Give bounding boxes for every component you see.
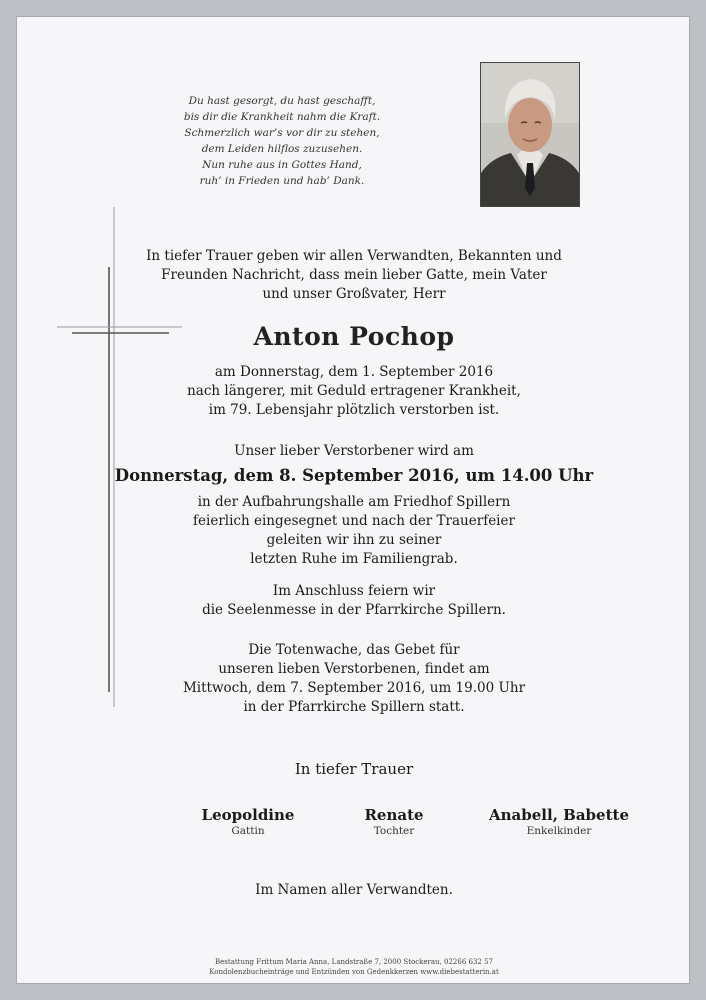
mass-line: die Seelenmesse in der Pfarrkirche Spillern.	[202, 602, 506, 618]
mourner-name: Anabell, Babette	[489, 806, 629, 824]
announcement-intro	[17, 247, 691, 304]
mourner-name: Leopoldine	[201, 806, 295, 824]
mass-details	[17, 582, 691, 620]
portrait-photo	[480, 62, 580, 207]
intro-line: und unser Großvater, Herr	[262, 286, 446, 302]
mourner	[459, 806, 659, 838]
vigil-line: in der Pfarrkirche Spillern statt.	[243, 699, 465, 715]
poem	[167, 93, 397, 189]
death-line: im 79. Lebensjahr plötzlich verstorben ist.	[208, 402, 500, 418]
portrait-illustration	[481, 63, 579, 206]
funeral-line: letzten Ruhe im Familiengrab.	[250, 551, 458, 567]
mourner-name: Renate	[364, 806, 424, 824]
vigil-details	[17, 641, 691, 717]
funeral-date: Donnerstag, dem 8. September 2016, um 14.00 Uhr	[114, 466, 594, 485]
mourner-role: Gattin	[231, 825, 265, 837]
vigil-line: unseren lieben Verstorbenen, findet am	[218, 661, 490, 677]
closing-line: Im Namen aller Verwandten.	[255, 882, 453, 898]
deceased-name: Anton Pochop	[253, 322, 455, 351]
funeral-details	[17, 493, 691, 569]
poem-line: Nun ruhe aus in Gottes Hand,	[202, 159, 362, 171]
footer-line: Bestattung Frittum Maria Anna, Landstraße 7, 2000 Stockerau, 02266 632 57	[215, 958, 493, 966]
funeral-intro: Unser lieber Verstorbener wird am	[234, 443, 474, 459]
funeral-line: in der Aufbahrungshalle am Friedhof Spillern	[197, 494, 511, 510]
poem-line: Du hast gesorgt, du hast geschafft,	[188, 95, 376, 107]
funeral-line: geleiten wir ihn zu seiner	[266, 532, 442, 548]
intro-line: In tiefer Trauer geben wir allen Verwandten, Bekannten und	[146, 248, 562, 264]
death-line: am Donnerstag, dem 1. September 2016	[214, 364, 494, 380]
poem-line: bis dir die Krankheit nahm die Kraft.	[183, 111, 381, 123]
death-line: nach längerer, mit Geduld ertragener Krankheit,	[187, 383, 521, 399]
death-details	[17, 363, 691, 420]
mass-line: Im Anschluss feiern wir	[272, 583, 436, 599]
obituary-card	[16, 16, 690, 984]
mourner-role: Tochter	[373, 825, 415, 837]
funeral-line: feierlich eingesegnet und nach der Trauerfeier	[193, 513, 515, 529]
poem-line: Schmerzlich war’s vor dir zu stehen,	[184, 127, 380, 139]
footer-line: Kondolenzbucheinträge und Entzünden von Gedenkkerzen www.diebestatterin.at	[209, 968, 499, 976]
poem-line: ruh’ in Frieden und hab’ Dank.	[199, 175, 365, 187]
mourners	[17, 806, 691, 846]
mourner-role: Enkelkinder	[526, 825, 592, 837]
mourning-heading: In tiefer Trauer	[294, 760, 414, 778]
intro-line: Freunden Nachricht, dass mein lieber Gatte, mein Vater	[161, 267, 547, 283]
vigil-line: Mittwoch, dem 7. September 2016, um 19.00 Uhr	[182, 680, 526, 696]
poem-line: dem Leiden hilflos zuzusehen.	[201, 143, 363, 155]
footer	[17, 957, 691, 977]
vigil-line: Die Totenwache, das Gebet für	[248, 642, 460, 658]
